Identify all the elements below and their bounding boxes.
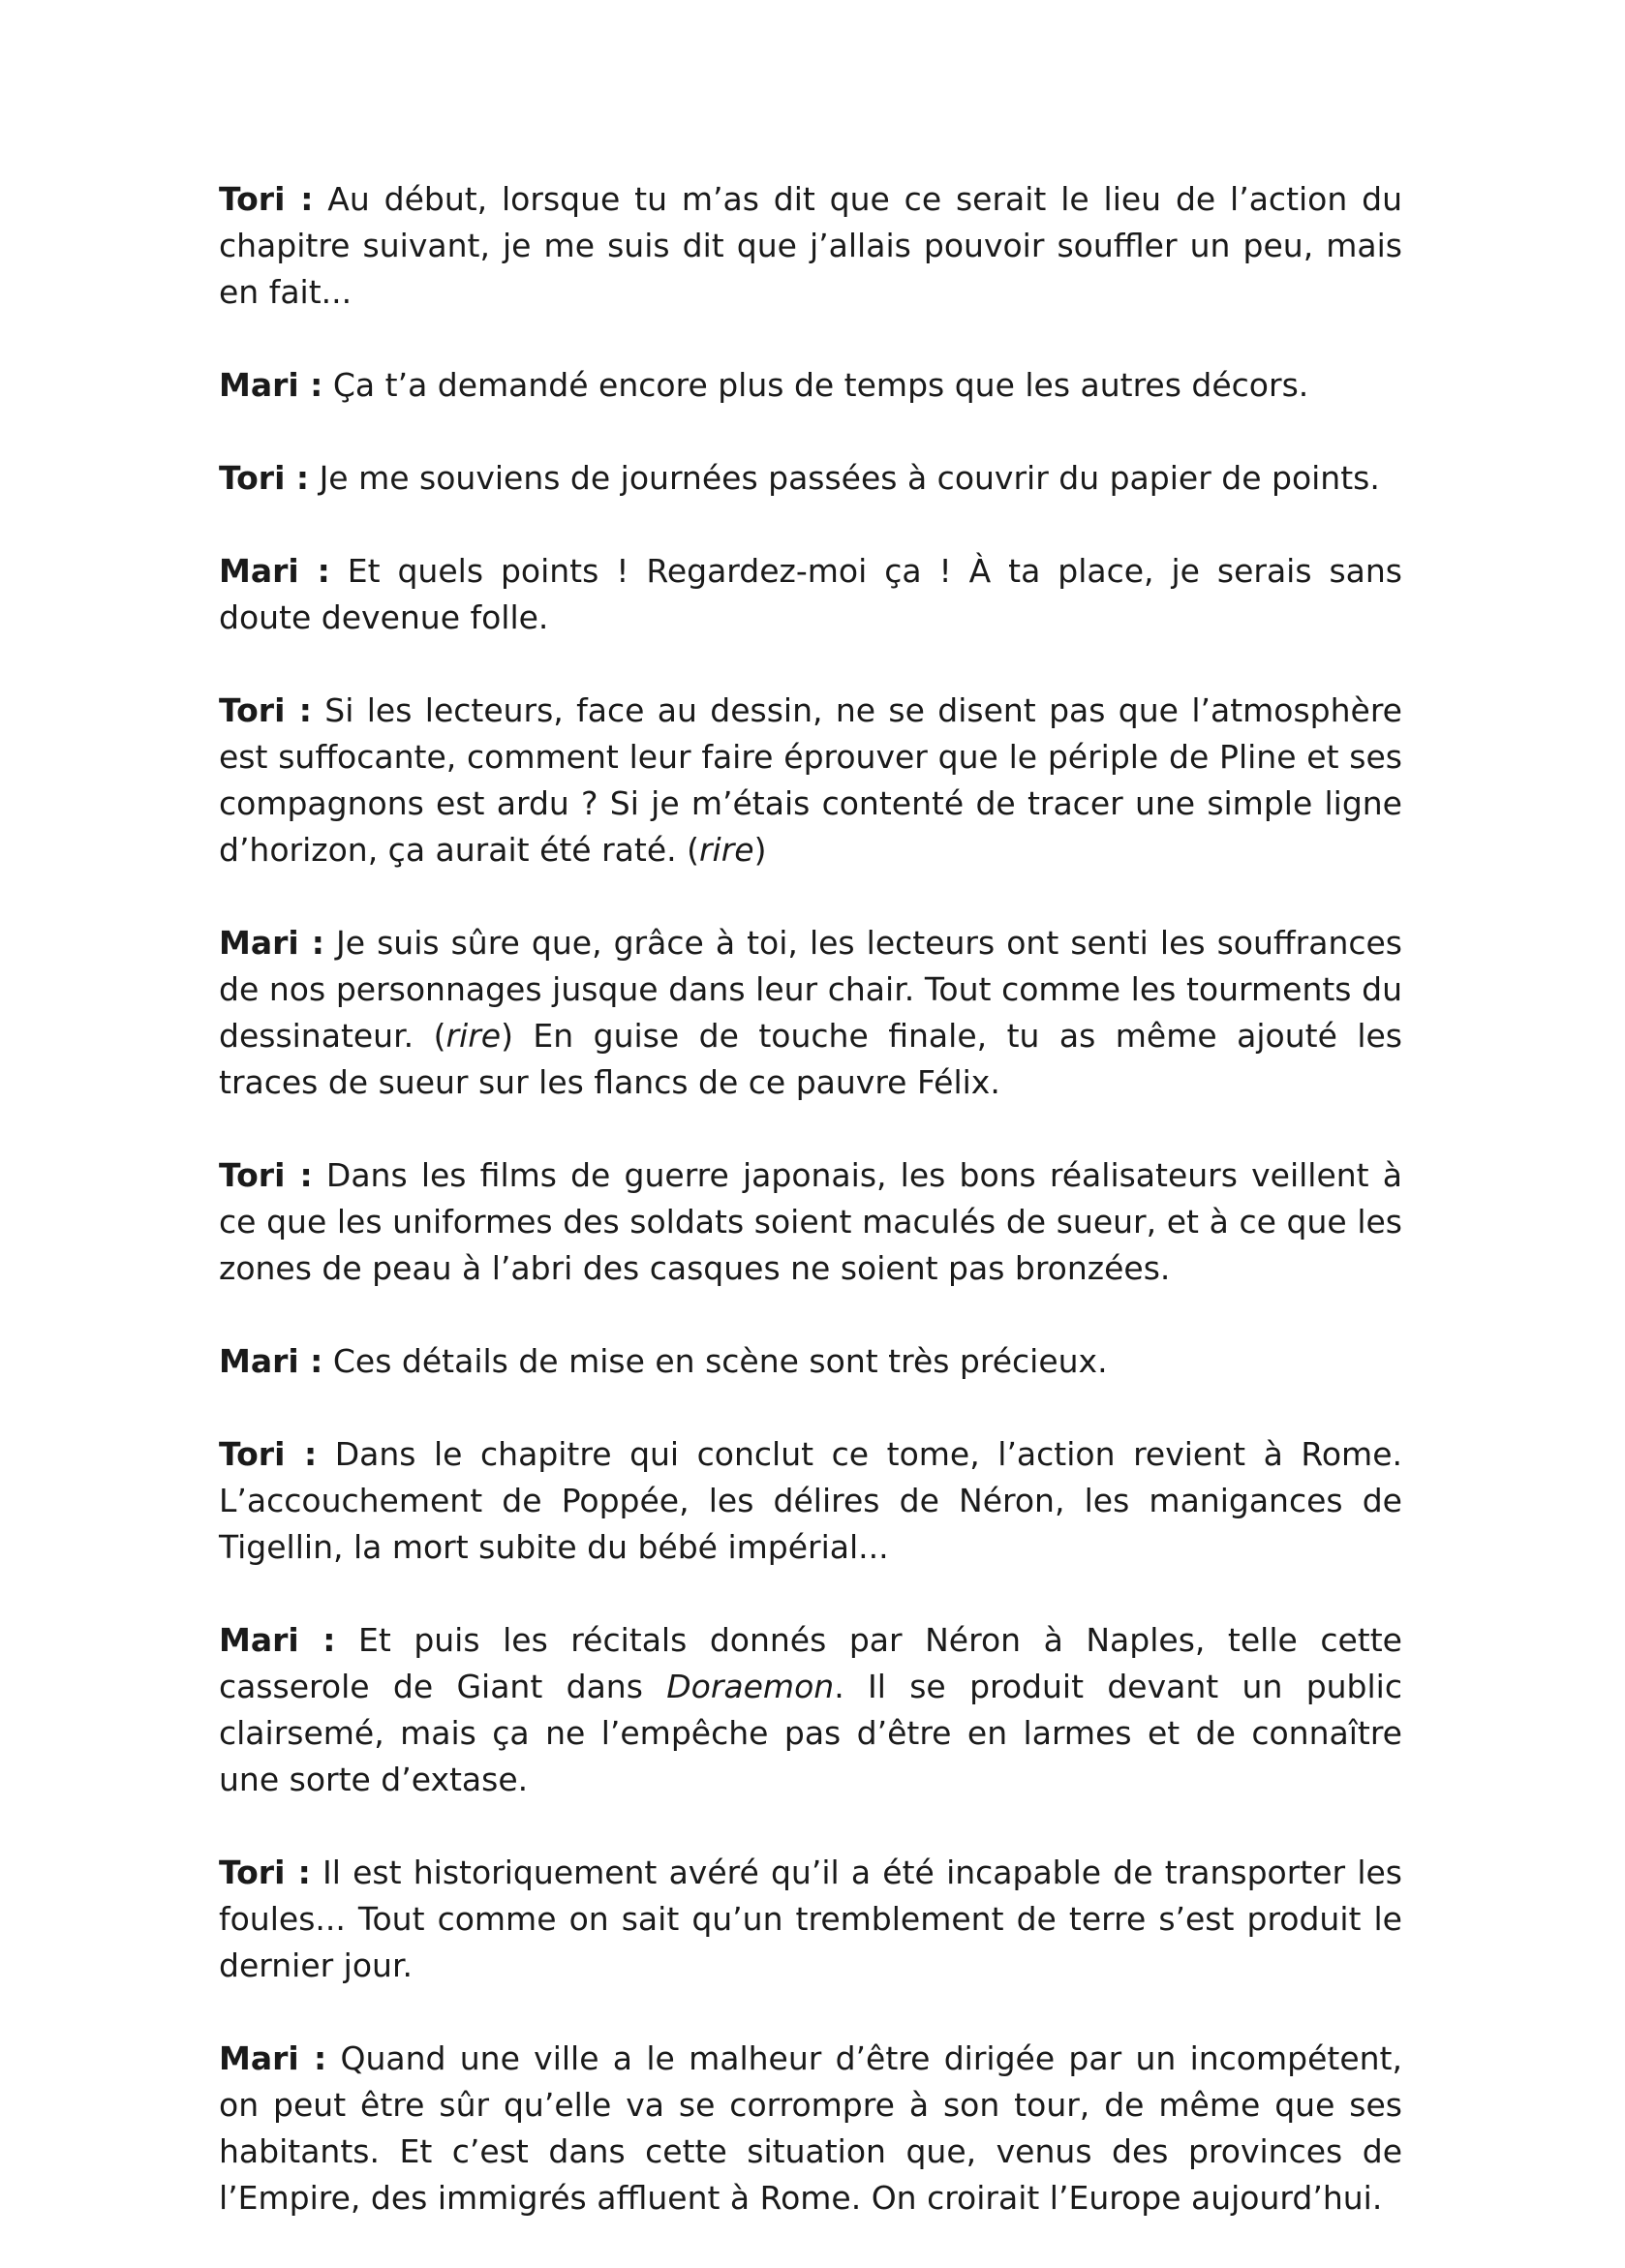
- speaker-label: Mari :: [219, 552, 330, 590]
- dialogue-paragraph: [219, 1617, 1402, 1803]
- dialogue-paragraph: [219, 455, 1402, 502]
- speaker-label: Tori :: [219, 691, 312, 729]
- dialogue-paragraph: [219, 2036, 1402, 2222]
- dialogue-text: ): [753, 831, 767, 869]
- speaker-label: Tori :: [219, 459, 310, 497]
- speaker-label: Mari :: [219, 2039, 327, 2077]
- italic-text: rire: [698, 831, 754, 869]
- speaker-label: Tori :: [219, 180, 314, 218]
- italic-text: rire: [445, 1017, 502, 1055]
- dialogue-text: Quand une ville a le malheur d’être dirigée par un incompétent, on peut être sûr qu’elle va se corrompre à son tour, de même que ses habitants. Et c’est dans cette situation que, venus des provinces de l’Empire, des immigrés affluent à Rome. On croirait l’Europe aujourd’hui.: [219, 2039, 1402, 2217]
- dialogue-text: Il est historiquement avéré qu’il a été incapable de transporter les foules... Tout comme on sait qu’un tremblement de terre s’est produit le dernier jour.: [219, 1854, 1402, 1984]
- dialogue-paragraph: [219, 1850, 1402, 1989]
- dialogue-text: Et puis les récitals donnés par Néron à Naples, telle cette casserole de Giant dans: [219, 1621, 1402, 1705]
- speaker-label: Mari :: [219, 1342, 323, 1380]
- dialogue-text: Dans les films de guerre japonais, les bons réalisateurs veillent à ce que les uniformes des soldats soient maculés de sueur, et à ce que les zones de peau à l’abri des casques ne soient pas bronzées.: [219, 1156, 1402, 1287]
- dialogue-text: Dans le chapitre qui conclut ce tome, l’action revient à Rome. L’accouchement de Poppée, les délires de Néron, les manigances de Tigellin, la mort subite du bébé impérial...: [219, 1435, 1402, 1566]
- dialogue-paragraph: [219, 1338, 1402, 1385]
- interview-text: [219, 176, 1402, 2268]
- dialogue-paragraph: [219, 548, 1402, 641]
- dialogue-text: Ça t’a demandé encore plus de temps que les autres décors.: [322, 366, 1309, 404]
- dialogue-paragraph: [219, 1431, 1402, 1571]
- dialogue-paragraph: [219, 688, 1402, 873]
- speaker-label: Mari :: [219, 924, 324, 962]
- speaker-label: Tori :: [219, 1435, 318, 1473]
- dialogue-text: Je suis sûre que, grâce à toi, les lecteurs ont senti les souffrances de nos personnages jusque dans leur chair. Tout comme les tourments du dessinateur. (: [219, 924, 1402, 1055]
- dialogue-text: ) En guise de touche finale, tu as même ajouté les traces de sueur sur les flancs de ce pauvre Félix.: [219, 1017, 1402, 1101]
- dialogue-paragraph: [219, 920, 1402, 1106]
- dialogue-paragraph: [219, 1152, 1402, 1292]
- italic-text: Doraemon: [666, 1668, 835, 1705]
- dialogue-paragraph: [219, 362, 1402, 409]
- dialogue-text: Si les lecteurs, face au dessin, ne se disent pas que l’atmosphère est suffocante, comment leur faire éprouver que le périple de Pline et ses compagnons est ardu ? Si je m’étais contenté de tracer une simple ligne d’horizon, ça aurait été raté. (: [219, 691, 1402, 869]
- dialogue-paragraph: [219, 176, 1402, 316]
- speaker-label: Tori :: [219, 1854, 311, 1891]
- dialogue-text: Je me souviens de journées passées à couvrir du papier de points.: [309, 459, 1380, 497]
- dialogue-text: . Il se produit devant un public clairsemé, mais ça ne l’empêche pas d’être en larmes et de connaître une sorte d’extase.: [219, 1668, 1402, 1798]
- speaker-label: Mari :: [219, 366, 323, 404]
- dialogue-text: Ces détails de mise en scène sont très précieux.: [322, 1342, 1108, 1380]
- speaker-label: Tori :: [219, 1156, 313, 1194]
- speaker-label: Mari :: [219, 1621, 336, 1659]
- dialogue-text: Au début, lorsque tu m’as dit que ce serait le lieu de l’action du chapitre suivant, je me suis dit que j’allais pouvoir souffler un peu, mais en fait...: [219, 180, 1402, 311]
- dialogue-text: Et quels points ! Regardez-moi ça ! À ta place, je serais sans doute devenue folle.: [219, 552, 1402, 636]
